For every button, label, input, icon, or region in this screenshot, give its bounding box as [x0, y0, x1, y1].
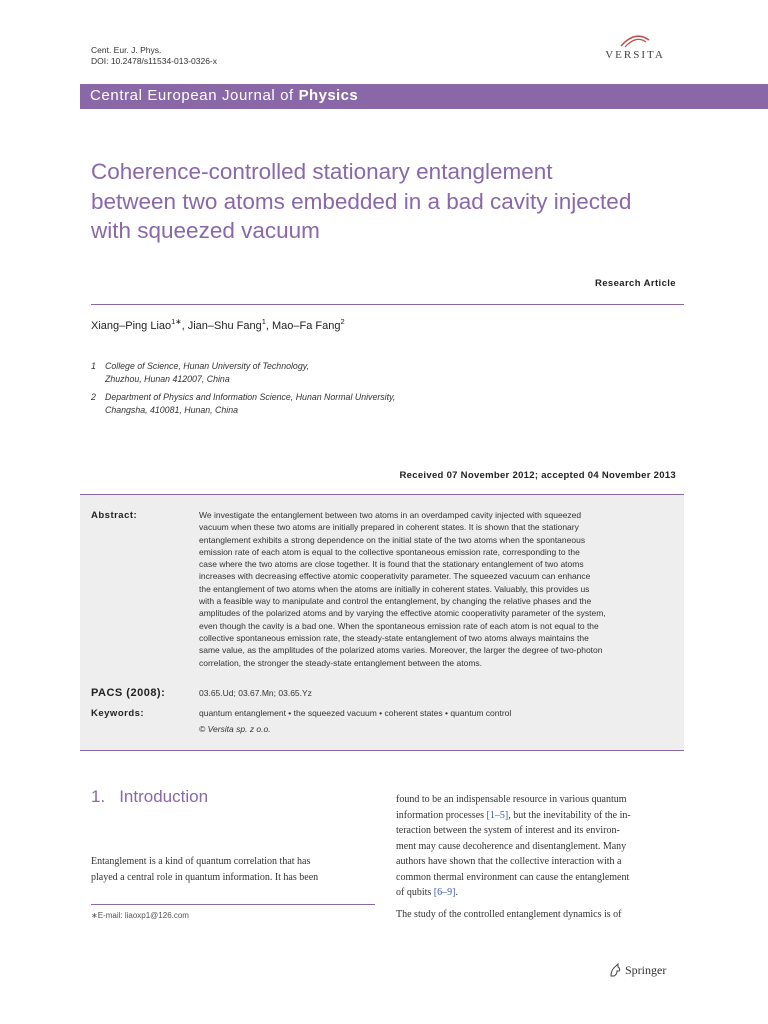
- springer-logo: [608, 963, 666, 981]
- title-line: between two atoms embedded in a bad cavity injected: [91, 188, 632, 214]
- body-line: Entanglement is a kind of quantum correlation that has: [91, 856, 311, 867]
- springer-horse-icon: [608, 963, 622, 981]
- affiliation-line: Zhuzhou, Hunan 412007, China: [105, 373, 230, 384]
- body-line: The study of the controlled entanglement dynamics is of: [396, 908, 622, 920]
- author-affiliation-mark: 1: [261, 317, 266, 326]
- abstract-line: entanglement exhibits a strong dependence on the initial state of the two atoms when the spontaneous: [199, 534, 586, 545]
- body-text: .: [455, 887, 458, 898]
- affiliation: [91, 391, 651, 416]
- pacs-label: PACS (2008):: [91, 687, 166, 699]
- springer-wordmark: Springer: [625, 963, 667, 977]
- affiliation-number: 2: [91, 392, 96, 402]
- abstract-text: [199, 509, 676, 669]
- paper-title: [91, 157, 701, 246]
- abstract-line: even though the cavity is a bad one. When the spontaneous emission rate of each atom is not equal to the: [199, 620, 599, 631]
- publisher-logo-text: VERSITA: [605, 49, 665, 61]
- affiliation-line: College of Science, Hunan University of Technology,: [105, 361, 309, 371]
- abstract-line: amplitudes of the polarized atoms and by varying the effective atomic cooperativity parameter of the system,: [199, 608, 606, 619]
- banner-subject: Physics: [298, 87, 359, 104]
- affiliation-line: Changsha, 410081, Hunan, China: [105, 404, 239, 415]
- body-line: authors have shown that the collective interaction with a: [396, 856, 622, 867]
- received-dates: Received 07 November 2012; accepted 04 November 2013: [399, 470, 676, 481]
- abstract-line: with a feasible way to manipulate and control the entanglement, by changing the relative phases and the: [199, 596, 592, 607]
- body-line: ment may cause decoherence and disentanglement. Many: [396, 840, 627, 852]
- body-text: information processes: [396, 809, 487, 821]
- citation-link[interactable]: [6–9]: [433, 887, 456, 898]
- abstract-line: correlation, the stronger the steady-state entanglement between the atoms.: [199, 657, 483, 668]
- body-line: teraction between the system of interest and its environ-: [396, 825, 620, 836]
- abstract-line: case where the two atoms are close together. It is found that the stationary entanglement of two atoms: [199, 559, 584, 570]
- journal-citation: Cent. Eur. J. Phys.: [91, 45, 162, 55]
- versita-logo-icon: [615, 34, 655, 48]
- keywords-label: Keywords:: [91, 708, 145, 719]
- banner-prefix: Central European Journal of: [90, 87, 294, 104]
- body-line: found to be an indispensable resource in various quantum: [396, 794, 627, 805]
- affiliations: [91, 360, 651, 422]
- pacs-codes: 03.65.Ud; 03.67.Mn; 03.65.Yz: [199, 688, 312, 698]
- abstract-line: vacuum when these two atoms are initially prepared in coherent states. It is shown that the stationary: [199, 522, 579, 533]
- section-heading: [91, 787, 208, 807]
- abstract-line: increases with decreasing effective atomic cooperativity parameter. The squeezed vacuum can enhance: [199, 571, 591, 582]
- affiliation-number: 1: [91, 361, 96, 371]
- affiliation-line: Department of Physics and Information Science, Hunan Normal University,: [105, 392, 396, 402]
- author-affiliation-mark: 1∗: [171, 317, 182, 326]
- section-title: Introduction: [119, 787, 209, 806]
- body-line: played a central role in quantum information. It has been: [91, 871, 319, 883]
- author-list: Xiang–Ping Liao$^{1∗}$, Jian–Shu Fang$^1$, Mao–Fa Fang$^2$: [91, 317, 345, 332]
- title-line: Coherence-controlled stationary entanglement: [91, 159, 553, 184]
- right-column: [396, 792, 676, 922]
- left-column: [91, 854, 374, 885]
- keywords: quantum entanglement • the squeezed vacuum • coherent states • quantum control: [199, 708, 512, 718]
- abstract-line: emission rate of each atom is equal to the collective spontaneous emission rate, corresponding to the: [199, 546, 580, 557]
- abstract-line: collective spontaneous emission rate, the steady-state entanglement of two atoms always maintains the: [199, 632, 589, 643]
- footnote-email: ∗E-mail: liaoxp1@126.com: [91, 911, 189, 920]
- author-affiliation-mark: 2: [340, 317, 345, 326]
- abstract-label: Abstract:: [91, 510, 138, 521]
- body-text: , but the inevitability of the in-: [508, 809, 631, 821]
- banner-text: [90, 87, 358, 104]
- abstract-box: [80, 494, 684, 751]
- abstract-line: same value, as the amplitudes of the polarized atoms varies. Moreover, the larger the degree of two-photon: [199, 645, 603, 656]
- author-name: Mao–Fa Fang: [272, 320, 341, 332]
- body-text: of qubits: [396, 887, 434, 898]
- citation-link[interactable]: [1–5]: [486, 809, 509, 821]
- body-line: [396, 808, 676, 824]
- copyright: © Versita sp. z o.o.: [199, 724, 271, 734]
- body-line: common thermal environment can cause the entanglement: [396, 871, 630, 883]
- footnote-divider: [91, 904, 375, 905]
- publisher-logo: [590, 34, 680, 61]
- author-name: Xiang–Ping Liao: [91, 320, 172, 332]
- abstract-line: We investigate the entanglement between two atoms in an overdamped cavity injected with squeezed: [199, 510, 582, 520]
- affiliation: [91, 360, 651, 385]
- author-name: Jian–Shu Fang: [187, 320, 262, 332]
- header-divider: [91, 304, 684, 305]
- journal-meta: [91, 45, 217, 67]
- doi: DOI: 10.2478/s11534-013-0326-x: [91, 56, 218, 66]
- journal-banner: [80, 84, 768, 109]
- body-line: [396, 885, 676, 901]
- section-number: 1.: [91, 787, 106, 806]
- title-line: with squeezed vacuum: [91, 218, 320, 243]
- article-type: Research Article: [594, 278, 676, 289]
- abstract-line: the entanglement of two atoms when the atoms are initially in coherent states. Valuably, this provides us: [199, 583, 590, 594]
